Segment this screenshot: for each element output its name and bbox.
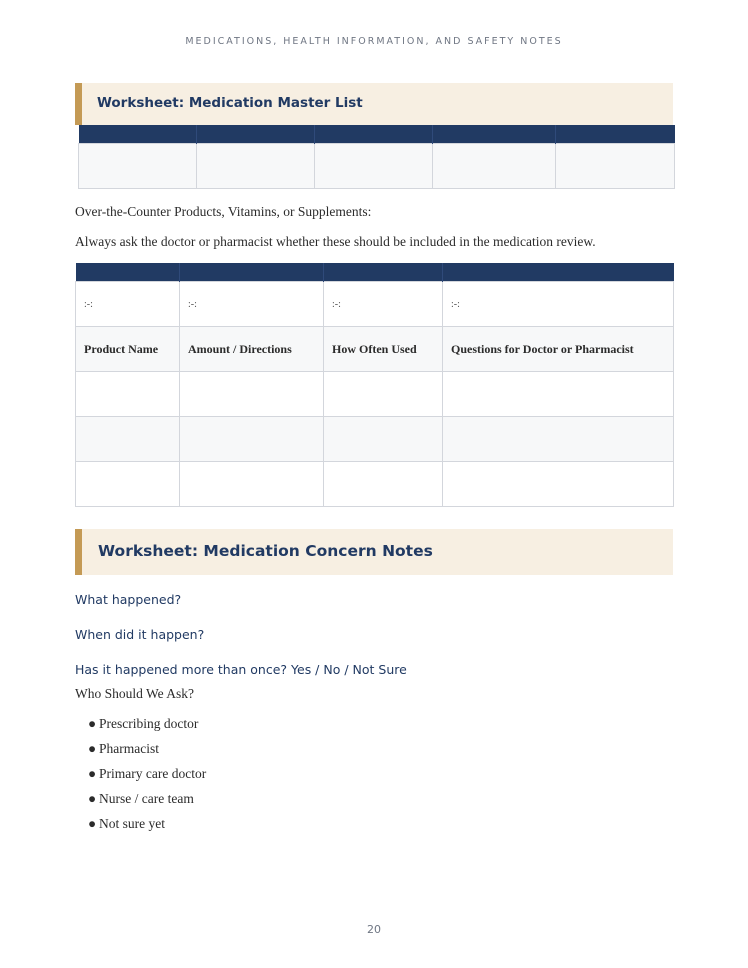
list-item [88,740,206,765]
table-cell [180,417,324,462]
section-title-medication-master-list: Worksheet: Medication Master List [75,83,673,125]
list-item [88,790,206,815]
list-item-label: Not sure yet [99,816,165,831]
table-cell [197,144,315,189]
table-header-cell [197,125,315,144]
table-cell [433,144,556,189]
separator-row [76,282,674,327]
bullet-icon: ● [88,716,97,731]
column-label-row [76,327,674,372]
table-cell [443,462,674,507]
page-number: 20 [367,923,381,936]
table-cell [180,372,324,417]
list-item-label: Prescribing doctor [99,716,199,731]
table-row [76,372,674,417]
column-label-questions: Questions for Doctor or Pharmacist [443,327,674,372]
table-header-cell [79,125,197,144]
prompt-happened-more-than-once: Has it happened more than once? Yes / No / Not Sure [75,662,407,677]
separator-cell: :-: [443,282,674,327]
table-cell [324,372,443,417]
table-row [79,144,675,189]
list-item [88,765,206,790]
list-item-label: Primary care doctor [99,766,207,781]
table-header-cell [324,263,443,282]
list-item-label: Pharmacist [99,741,159,756]
table-cell [180,462,324,507]
table-cell [79,144,197,189]
otc-note: Always ask the doctor or pharmacist whether these should be included in the medication review. [75,234,596,249]
separator-cell: :-: [324,282,443,327]
table-header-cell [556,125,675,144]
column-label-amount-directions: Amount / Directions [180,327,324,372]
column-label-product-name: Product Name [76,327,180,372]
bullet-icon: ● [88,766,97,781]
otc-heading: Over-the-Counter Products, Vitamins, or Supplements: [75,204,372,219]
list-item [88,815,206,840]
table-cell [556,144,675,189]
column-label-how-often-used: How Often Used [324,327,443,372]
otc-products-table [75,263,674,507]
section-title-medication-concern-notes: Worksheet: Medication Concern Notes [75,529,673,575]
table-cell [443,417,674,462]
bullet-icon: ● [88,816,97,831]
table-row [76,462,674,507]
prompt-what-happened: What happened? [75,592,182,607]
table-row [76,417,674,462]
bullet-icon: ● [88,791,97,806]
list-item-label: Nurse / care team [99,791,194,806]
table-header-cell [180,263,324,282]
bullet-icon: ● [88,741,97,756]
table-cell [324,462,443,507]
table-header-row [76,263,674,282]
table-header-row [79,125,675,144]
medication-master-list-table [78,125,675,189]
table-cell [324,417,443,462]
list-item [88,715,206,740]
table-cell [76,462,180,507]
prompt-when-did-it-happen: When did it happen? [75,627,205,642]
table-cell [76,417,180,462]
who-to-ask-heading: Who Should We Ask? [75,686,195,701]
table-cell [76,372,180,417]
running-header: MEDICATIONS, HEALTH INFORMATION, AND SAFETY NOTES [185,36,563,47]
table-header-cell [315,125,433,144]
table-header-cell [443,263,674,282]
table-header-cell [433,125,556,144]
separator-cell: :-: [180,282,324,327]
table-cell [443,372,674,417]
table-cell [315,144,433,189]
who-to-ask-list [88,715,206,840]
separator-cell: :-: [76,282,180,327]
table-header-cell [76,263,180,282]
